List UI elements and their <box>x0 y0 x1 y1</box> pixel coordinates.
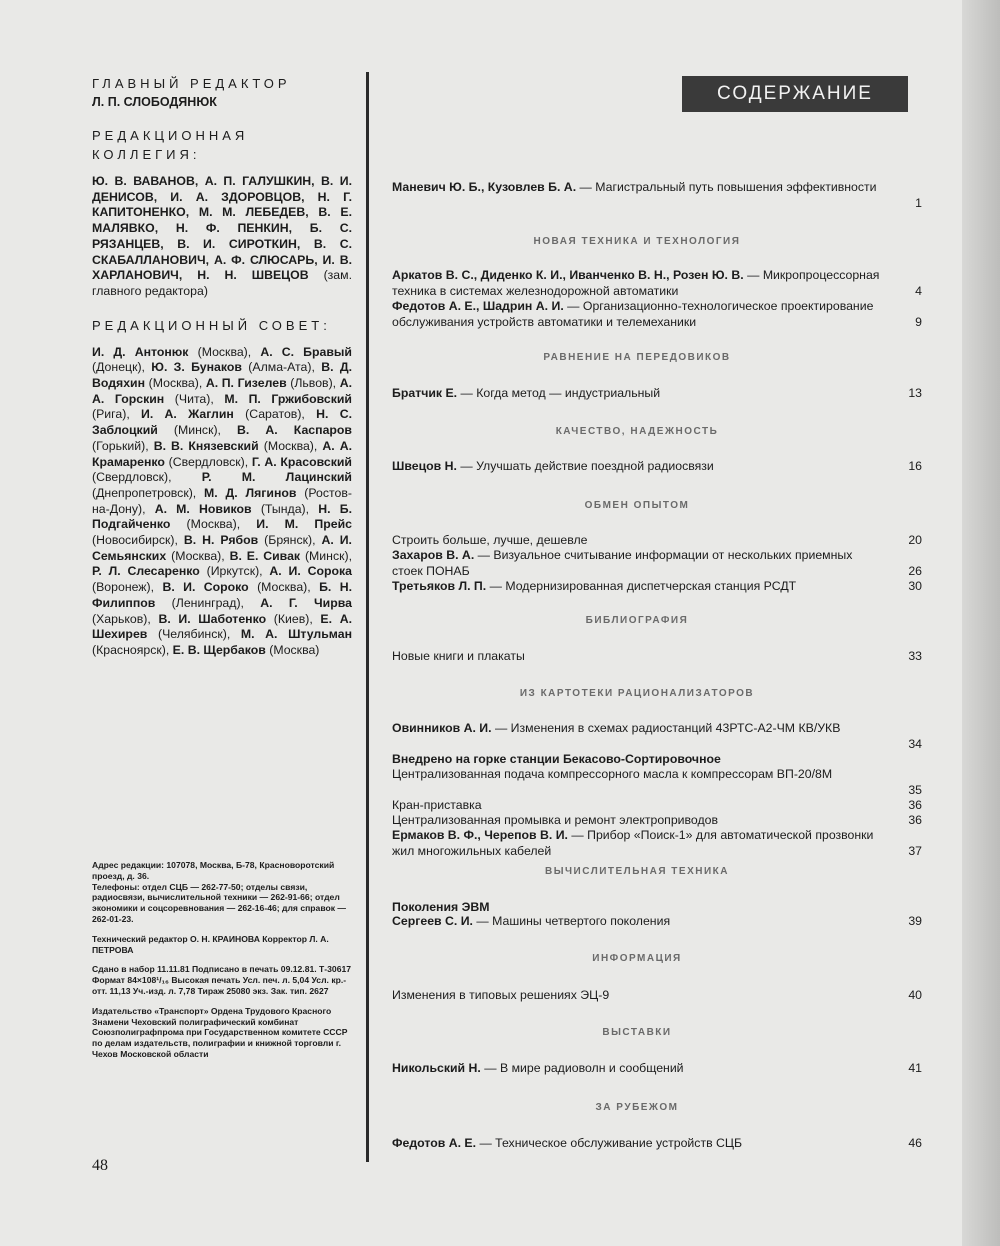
publisher-info: Издательство «Транспорт» Ордена Трудового Красного Знамени Чеховский полиграфический комбинат Союзполиграфпрома при Государственном комитете СССР по делам издательств, полиграфии и книжной торговли г. Чехов Московской области <box>92 1005 348 1059</box>
board-title-2: КОЛЛЕГИЯ: <box>92 147 201 162</box>
toc-entry: Братчик Е. — Когда метод — индустриальный 13 <box>392 386 922 400</box>
council-members: И. Д. Антонюк (Москва), А. С. Бравый (Донецк), Ю. З. Бунаков (Алма-Ата), В. Д. Водяхин (Москва), А. П. Гизелев (Львов), А. А. Горскин (Чита), М. П. Гржибовский (Рига), И. А. Жаглин (Саратов), Н. С. Заблоцкий (Минск), В. А. Каспаров (Горький), В. В. Князевский (Москва), А. А. Крамаренко (Свердловск), Г. А. Красовский (Свердловск), Р. М. Лацинский (Днепропетровск), М. Д. Лягинов (Ростов-на-Дону), А. М. Новиков (Тында), Н. Б. Подгайченко (Москва), И. М. Прейс (Новосибирск), В. Н. Рябов (Брянск), А. И. Семьянских (Москва), В. Е. Сивак (Минск), Р. Л. Слесаренко (Иркутск), А. И. Сорока (Воронеж), В. И. Сороко (Москва), Б. Н. Филиппов (Ленинград), А. Г. Чирва (Харьков), В. И. Шаботенко (Киев), Е. А. Шехирев (Челябинск), М. А. Штульман (Красноярск), Е. В. Щербаков (Москва) <box>92 344 353 657</box>
rubric-heading: НОВАЯ ТЕХНИКА И ТЕХНОЛОГИЯ <box>533 236 741 247</box>
toc-entry: Централизованная промывка и ремонт электроприводов 36 <box>392 813 922 827</box>
toc-entry: Швецов Н. — Улучшать действие поездной радиосвязи 16 <box>392 459 922 473</box>
print-info: Сдано в набор 11.11.81 Подписано в печать 09.12.81. Т-30617 Формат 84×108¹/₁₆ Высокая печать Усл. печ. л. 5,04 Усл. кр.-отт. 11,13 Уч.-изд. л. 7,78 Тираж 25080 экз. Зак. тип. 2627 <box>92 964 352 996</box>
rubric-heading: БИБЛИОГРАФИЯ <box>585 615 689 626</box>
page-number: 48 <box>92 1157 108 1174</box>
editorial-staff: Технический редактор О. Н. КРАИНОВА Корректор Л. А. ПЕТРОВА <box>92 933 329 955</box>
column-divider <box>366 72 369 1162</box>
toc-entry: Централизованная подача компрессорного масла к компрессорам ВП-20/8М 35 <box>392 767 922 797</box>
editorial-address: Адрес редакции: 107078, Москва, Б-78, Красноворотский проезд, д. 36. <box>92 860 335 881</box>
council-title: РЕДАКЦИОННЫЙ СОВЕТ: <box>92 317 331 333</box>
toc-entry: Никольский Н. — В мире радиоволн и сообщений 41 <box>392 1061 922 1075</box>
toc-entry: Третьяков Л. П. — Модернизированная диспетчерская станция РСДТ 30 <box>392 579 922 593</box>
board-members: Ю. В. ВАВАНОВ, А. П. ГАЛУШКИН, В. И. ДЕНИСОВ, И. А. ЗДОРОВЦОВ, Н. Г. КАПИТОНЕНКО, М. М. ЛЕБЕДЕВ, В. Е. МАЛЯВКО, Н. Ф. ПЕНКИН, Б. С. РЯЗАНЦЕВ, В. И. СИРОТКИН, В. С. СКАБАЛЛАНОВИЧ, А. Ф. СЛЮСАРЬ, И. В. ХАРЛАНОВИЧ, Н. Н. ШВЕЦОВ (зам. главного редактора) <box>92 174 353 298</box>
toc-entry: Федотов А. Е., Шадрин А. И. — Организационно-технологическое проектирование обслуживания устройств автоматики и телемеханики 9 <box>392 299 922 329</box>
imprint-block <box>92 860 354 1069</box>
toc-entry: Внедрено на горке станции Бекасово-Сортировочное <box>392 752 721 766</box>
editorial-phones: Телефоны: отдел СЦБ — 262-77-50; отделы связи, радиосвязи, вычислительной техники — 262-91-66; отдел экономики и соцсоревнования — 262-16-46; для справок — 262-01-23. <box>92 881 347 924</box>
rubric-heading: РАВНЕНИЕ НА ПЕРЕДОВИКОВ <box>543 352 731 363</box>
toc-entry: Новые книги и плакаты 33 <box>392 649 922 663</box>
toc-entry: Ермаков В. Ф., Черепов В. И. — Прибор «Поиск-1» для автоматической прозвонки жил многожильных кабелей 37 <box>392 828 922 858</box>
rubric-heading: ВЫЧИСЛИТЕЛЬНАЯ ТЕХНИКА <box>545 866 729 877</box>
contents-banner: СОДЕРЖАНИЕ <box>682 76 908 112</box>
toc-entry: Маневич Ю. Б., Кузовлев Б. А. — Магистральный путь повышения эффективности 1 <box>392 180 922 210</box>
rubric-heading: ЗА РУБЕЖОМ <box>595 1102 679 1113</box>
board-title-1: РЕДАКЦИОННАЯ <box>92 128 249 143</box>
toc-entry: Федотов А. Е. — Техническое обслуживание устройств СЦБ 46 <box>392 1136 922 1150</box>
rubric-heading: ИНФОРМАЦИЯ <box>592 953 682 964</box>
toc-entry: Строить больше, лучше, дешевле 20 <box>392 533 922 547</box>
toc-entry: Сергеев С. И. — Машины четвертого поколения 39 <box>392 914 922 928</box>
toc-entry: Кран-приставка 36 <box>392 798 922 812</box>
rubric-heading: ИЗ КАРТОТЕКИ РАЦИОНАЛИЗАТОРОВ <box>519 688 755 699</box>
rubric-heading: КАЧЕСТВО, НАДЕЖНОСТЬ <box>555 426 719 437</box>
chief-editor-title: ГЛАВНЫЙ РЕДАКТОР <box>92 76 291 91</box>
toc-entry: Изменения в типовых решениях ЭЦ-9 40 <box>392 988 922 1002</box>
toc-entry: Поколения ЭВМ <box>392 900 490 914</box>
chief-editor-name: Л. П. СЛОБОДЯНЮК <box>92 95 217 109</box>
editorial-column <box>92 74 352 659</box>
toc-entry: Овинников А. И. — Изменения в схемах радиостанций 43РТС-А2-ЧМ КВ/УКВ 34 <box>392 721 922 751</box>
rubric-heading: ВЫСТАВКИ <box>602 1027 672 1038</box>
page-edge-shadow <box>962 0 1000 1246</box>
toc-entry: Захаров В. А. — Визуальное считывание информации от нескольких приемных стоек ПОНАБ 26 <box>392 548 922 578</box>
rubric-heading: ОБМЕН ОПЫТОМ <box>584 500 690 511</box>
toc-entry: Аркатов В. С., Диденко К. И., Иванченко В. Н., Розен Ю. В. — Микропроцессорная техника в системах железнодорожной автоматики 4 <box>392 268 922 298</box>
